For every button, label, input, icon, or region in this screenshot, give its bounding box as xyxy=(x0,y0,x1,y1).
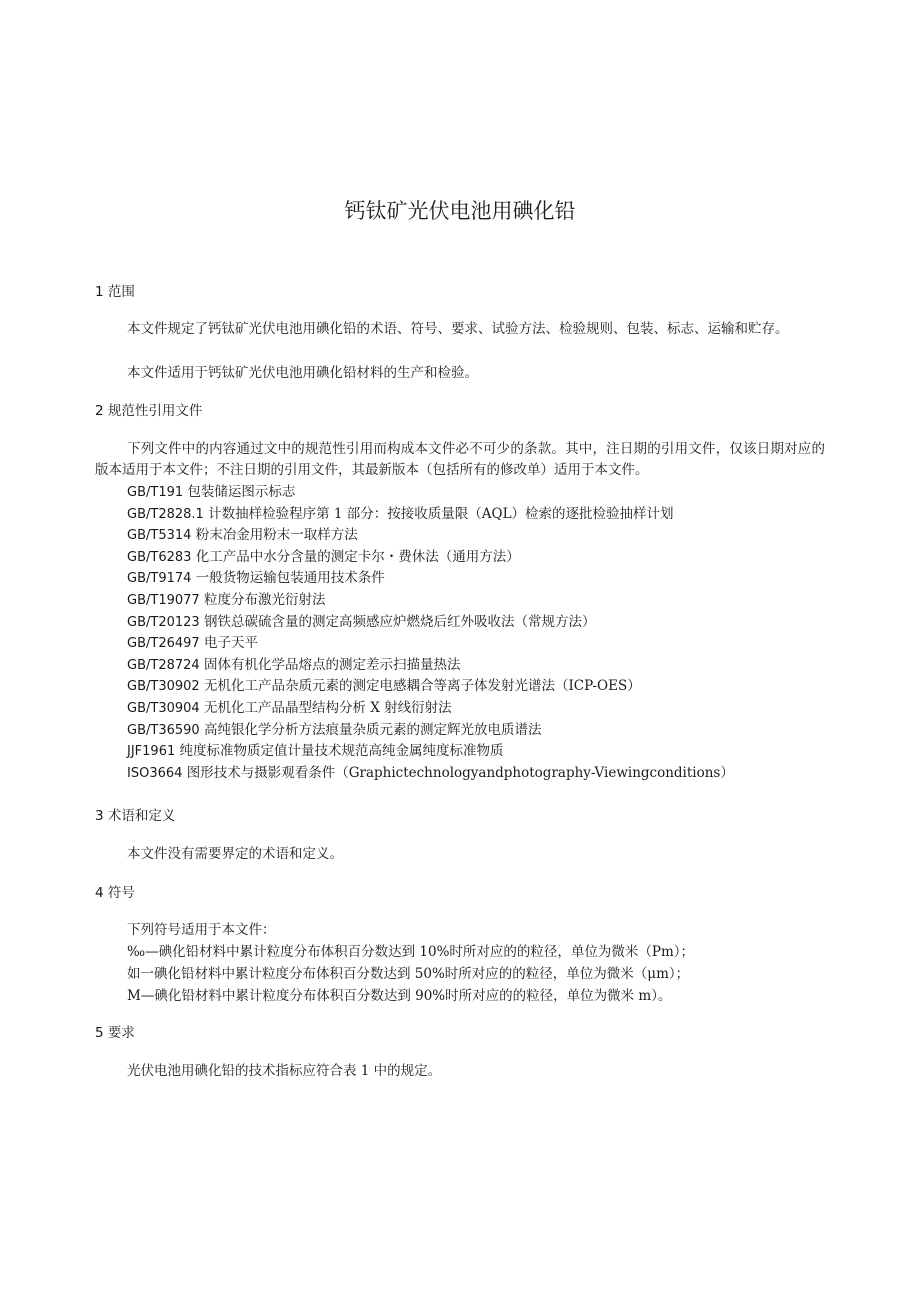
reference-item: GB/T2828.1 计数抽样检验程序第 1 部分：按接收质量限（AQL）检索的逐批检验抽样计划 xyxy=(127,505,674,522)
reference-item: GB/T30902 无机化工产品杂质元素的测定电感耦合等离子体发射光谱法（ICP-OES） xyxy=(127,678,641,695)
reference-item: GB/T20123 钢铁总碳硫含量的测定高频感应炉燃烧后红外吸收法（常规方法） xyxy=(127,613,596,630)
reference-item: GB/T191 包装储运图示标志 xyxy=(127,484,296,500)
document-title: 钙钛矿光伏电池用碘化铅 xyxy=(344,199,576,223)
reference-item: GB/T6283 化工产品中水分含量的测定卡尔・费休法（通用方法） xyxy=(127,548,520,565)
reference-item: GB/T9174 一般货物运输包装通用技术条件 xyxy=(127,570,385,587)
section-heading-normative-references: 2 规范性引用文件 xyxy=(95,403,203,419)
section-heading-symbols: 4 符号 xyxy=(95,885,135,901)
reference-item: GB/T28724 固体有机化学品熔点的测定差示扫描量热法 xyxy=(127,656,461,673)
symbol-definition-d10: ‰—碘化铅材料中累计粒度分布体积百分数达到 10%时所对应的的粒径，单位为微米（Pm）； xyxy=(127,944,695,960)
reference-item: GB/T30904 无机化工产品晶型结构分析 X 射线衍射法 xyxy=(127,699,452,716)
terms-paragraph: 本文件没有需要界定的术语和定义。 xyxy=(127,846,343,862)
reference-item: GB/T5314 粉末冶金用粉末一取样方法 xyxy=(127,527,358,544)
scope-paragraph-2: 本文件适用于钙钛矿光伏电池用碘化铅材料的生产和检验。 xyxy=(127,365,478,381)
symbol-definition-d90: M—碘化铅材料中累计粒度分布体积百分数达到 90%时所对应的的粒径，单位为微米 m）。 xyxy=(127,988,672,1004)
reference-item: GB/T26497 电子天平 xyxy=(127,635,258,652)
section-heading-terms: 3 术语和定义 xyxy=(95,808,176,824)
section-heading-requirements: 5 要求 xyxy=(95,1025,135,1041)
scope-paragraph-1: 本文件规定了钙钛矿光伏电池用碘化铅的术语、符号、要求、试验方法、检验规则、包装、标志、运输和贮存。 xyxy=(127,321,789,337)
references-intro: 下列文件中的内容通过文中的规范性引用而构成本文件必不可少的条款。其中，注日期的引用文件，仅该日期对应的版本适用于本文件；不注日期的引用文件，其最新版本（包括所有的修改单）适用于本文件。 xyxy=(95,441,825,478)
symbols-intro: 下列符号适用于本文件： xyxy=(127,922,276,938)
symbol-definition-d50: 如一碘化铅材料中累计粒度分布体积百分数达到 50%时所对应的的粒径，单位为微米（μm）； xyxy=(127,966,690,982)
reference-list xyxy=(127,482,734,784)
reference-item: GB/T36590 高纯银化学分析方法痕量杂质元素的测定辉光放电质谱法 xyxy=(127,721,542,738)
requirements-paragraph: 光伏电池用碘化铅的技术指标应符合表 1 中的规定。 xyxy=(127,1063,442,1079)
reference-item: JJF1961 纯度标准物质定值计量技术规范高纯金属纯度标准物质 xyxy=(127,743,504,760)
section-heading-scope: 1 范围 xyxy=(95,284,135,300)
reference-item: GB/T19077 粒度分布激光衍射法 xyxy=(127,591,326,608)
reference-item: ISO3664 图形技术与摄影观看条件（Graphictechnologyandphotography-Viewingconditions） xyxy=(127,764,734,781)
